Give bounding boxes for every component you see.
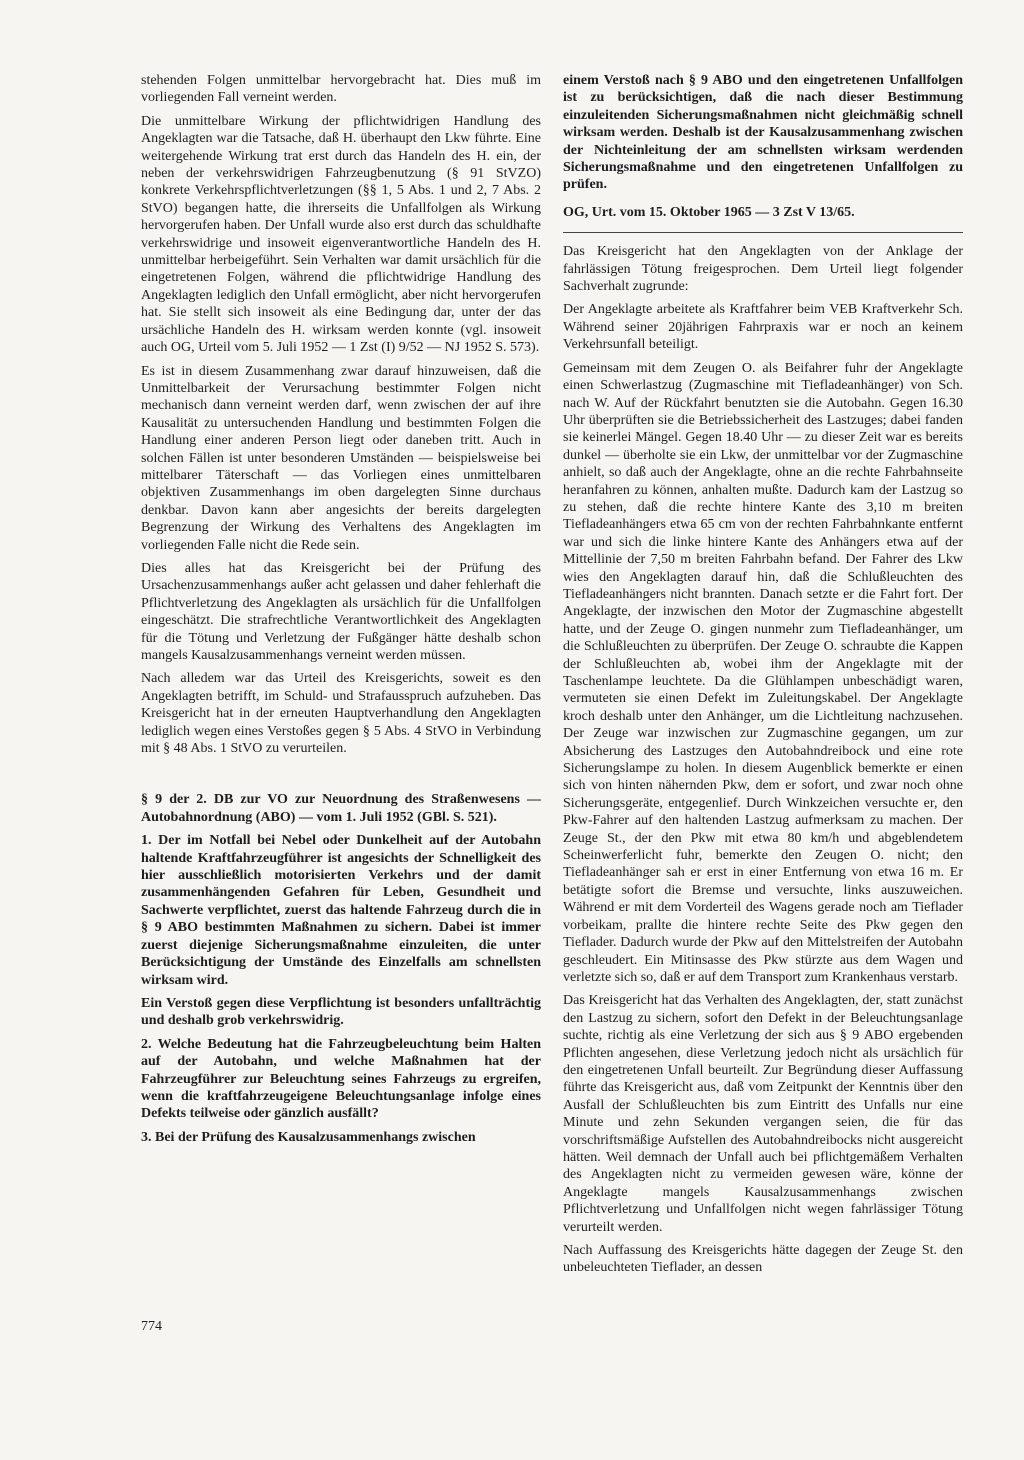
paragraph: Der Angeklagte arbeitete als Kraftfahrer beim VEB Kraftverkehr Sch. Während seiner 20jährigen Fahrpraxis war er noch an keinem Verkehrsunfall beteiligt. <box>563 302 963 353</box>
paragraph: Nach Auffassung des Kreisgerichts hätte dagegen der Zeuge St. den unbeleuchteten Tieflader, an dessen <box>563 1243 963 1276</box>
paragraph: Nach alledem war das Urteil des Kreisgerichts, soweit es den Angeklagten betrifft, im Schuld- und Strafausspruch aufzuheben. Das Kreisgericht hat in der erneuten Hauptverhandlung den Angeklagten lediglich wegen eines Verstoßes gegen § 5 Abs. 4 StVO in Verbindung mit § 48 Abs. 1 StVO zu verurteilen. <box>141 671 541 757</box>
paragraph: Die unmittelbare Wirkung der pflichtwidrigen Handlung des Angeklagten war die Tatsache, daß H. überhaupt den Lkw führte. Eine weitergehende Wirkung trat erst durch das Handeln des H. ein, der neben der verkehrswidrigen Fahrzeugbenutzung (§ 91 StVZO) konkrete Verkehrspflichtverletzungen (§§ 1, 5 Abs. 1 und 2, 7 Abs. 2 StVO) begangen hatte, die ihrerseits die Unfallfolgen als Wirkung hervorgerufen haben. Der Unfall wurde also erst durch das schuldhafte verkehrswidrige und insoweit eigenverantwortliche Handeln des H. unmittelbar herbeigeführt. Sein Verhalten war damit ursächlich für die eingetretenen Folgen, während die pflichtwidrige Handlung des Angeklagten lediglich den Unfall ermöglicht, aber nicht hervorgerufen hat. Sie stellt sich insoweit als eine Bedingung dar, unter der das ursächliche Handeln des H. wirksam werden konnte (vgl. insoweit auch OG, Urteil vom 5. Juli 1952 — 1 Zst (I) 9/52 — NJ 1952 S. 573). <box>141 113 541 356</box>
headnote-2: 2. Welche Bedeutung hat die Fahrzeugbeleuchtung beim Halten auf der Autobahn, und welche Maßnahmen hat der Fahrzeugführer zur Beleuchtung seines Fahrzeugs zu ergreifen, wenn die kraftfahrzeugeigene Beleuchtungsanlage infolge eines Defekts teilweise oder gänzlich ausfällt? <box>141 1036 541 1122</box>
paragraph: Gemeinsam mit dem Zeugen O. als Beifahrer fuhr der Angeklagte einen Schwerlastzug (Zugmaschine mit Tiefladeanhänger) von Sch. nach W. Auf der Rückfahrt benutzten sie die Autobahn. Gegen 16.30 Uhr überprüften sie die Betriebssicherheit des Lastzuges; dabei fanden sie keinerlei Mängel. Gegen 18.40 Uhr — zu dieser Zeit war es bereits dunkel — überholte sie ein Lkw, der unmittelbar vor der Zugmaschine anhielt, so daß auch der Angeklagte, ohne an die rechte Fahrbahnseite heranfahren zu können, anhalten mußte. Dadurch kam der Lastzug so zu stehen, daß die rechte hintere Kante des 3,10 m breiten Tiefladeanhängers etwa 65 cm von der rechten Fahrbahnkante entfernt war und sich die linke hintere Kante des Anhängers etwa auf der Mittellinie der 7,50 m breiten Fahrbahn befand. Der Fahrer des Lkw wies den Angeklagten darauf hin, daß die Schlußleuchten des Tiefladeanhängers nicht brannten. Danach setzte er die Fahrt fort. Der Angeklagte, der inzwischen den Motor der Zugmaschine abgestellt hatte, und der Zeuge O. gingen nunmehr zum Tiefladeanhänger, um die Schlußleuchten zu überprüfen. Der Zeuge O. schraubte die Kappen der Schlußleuchten ab, wobei ihm der Angeklagte mit der Taschenlampe leuchtete. Da die Glühlampen unbeschädigt waren, vermuteten sie einen Defekt im Zuleitungskabel. Der Angeklagte kroch deshalb unter den Anhänger, um die Lichtleitung nachzusehen. Der Zeuge war inzwischen zur Zugmaschine gegangen, um zur Absicherung des Lastzuges den Autobahndreibock und eine rote Sicherungslampe zu holen. In diesem Augenblick bemerkte er einen sich von hinten nähernden Pkw, dem er sofort, und zwar noch ohne Sicherungsgeräte, entgegenlief. Durch Winkzeichen versuchte er, den Pkw-Fahrer auf den haltenden Lastzug aufmerksam zu machen. Der Zeuge St., der den Pkw mit etwa 80 km/h und abgeblendetem Scheinwerferlicht fuhr, bemerkte den Zeugen O. nicht; den Tiefladeanhänger sah er erst in einer Entfernung von etwa 16 m. Er betätigte sofort die Bremse und versuchte, links auszuweichen. Während er mit dem Vorderteil des Wagens gerade noch am Tieflader vorbeikam, prallte die hintere rechte Seite des Pkw gegen den Tieflader. Dadurch wurde der Pkw auf den Mittelstreifen der Autobahn geschleudert. Ein Mitinsasse des Pkw stürzte aus dem Wagen und verletzte sich so, daß er auf dem Transport zum Krankenhaus verstarb. <box>563 360 963 985</box>
court-reference: OG, Urt. vom 15. Oktober 1965 — 3 Zst V 13/65. <box>563 204 855 220</box>
headnote-3: 3. Bei der Prüfung des Kausalzusammenhangs zwischen <box>141 1129 476 1145</box>
headnote-3-cont: einem Verstoß nach § 9 ABO und den eingetretenen Unfallfolgen ist zu berücksichtigen, daß die nach dieser Bestimmung einzuleitenden Sicherungsmaßnahmen nicht gleichmäßig schnell wirksam werden. Deshalb ist der Kausalzusammenhang zwischen der Nichteinleitung der am schnellsten wirksam werdenden Sicherungsmaßnahme und den eingetretenen Unfallfolgen zu prüfen. <box>563 73 963 193</box>
paragraph: stehenden Folgen unmittelbar hervorgebracht hat. Dies muß im vorliegenden Fall verneint werden. <box>141 73 541 106</box>
paragraph: Das Kreisgericht hat das Verhalten des Angeklagten, der, statt zunächst den Lastzug zu sichern, sofort den Defekt in der Beleuchtungsanlage suchte, richtig als eine Verletzung der sich aus § 9 ABO ergebenden Pflichten angesehen, diese Verletzung jedoch nicht als ursächlich für den eingetretenen Unfall beurteilt. Zur Begründung dieser Auffassung führte das Kreisgericht aus, daß vom Zeitpunkt der Kenntnis über den Ausfall der Schlußleuchten bis zum Eintritt des Unfalls nur eine Minute und zehn Sekunden vergangen seien, die für das vorschriftsmäßige Aufstellen des Autobahndreibocks nicht ausgereicht hätten. Weil demnach der Unfall auch bei pflichtgemäßem Verhalten des Angeklagten nicht zu vermeiden gewesen wäre, könne der Angeklagte mangels Kausalzusammenhangs zwischen Pflichtverletzung und Unfallfolgen nicht wegen fahrlässiger Tötung verurteilt werden. <box>563 993 963 1235</box>
paragraph: Das Kreisgericht hat den Angeklagten von der Anklage der fahrlässigen Tötung freigesprochen. Dem Urteil liegt folgender Sachverhalt zugrunde: <box>563 244 963 295</box>
headnote-1-cont: Ein Verstoß gegen diese Verpflichtung ist besonders unfallträchtig und deshalb grob verkehrswidrig. <box>141 995 541 1029</box>
paragraph: Es ist in diesem Zusammenhang zwar darauf hinzuweisen, daß die Unmittelbarkeit der Verursachung bestimmter Folgen nicht mechanisch dann verneint werden darf, wenn zwischen der auf ihre Kausalität zu untersuchenden Handlung und bestimmten Folgen die Handlung einer anderen Person liegt oder daneben tritt. Auch in solchen Fällen ist unter besonderen Umständen — beispielsweise bei mittelbarer Täterschaft — das Vorliegen eines unmittelbaren objektiven Zusammenhangs im oben dargelegten Sinne durchaus denkbar. Davon kann aber angesichts der bereits dargelegten Begrenzung der Wirkung des Verhaltens des Angeklagten im vorliegenden Falle nicht die Rede sein. <box>141 363 541 553</box>
right-column <box>563 72 963 1283</box>
paragraph: Dies alles hat das Kreisgericht bei der Prüfung des Ursachenzusammenhangs außer acht gelassen und daher fehlerhaft die Pflichtverletzung des Angeklagten als ursächlich für die Unfallfolgen eingeschätzt. Die strafrechtliche Verantwortlichkeit des Angeklagten für die Tötung und Verletzung der Fußgänger hätte deshalb schon mangels Kausalzusammenhangs verneint werden müssen. <box>141 560 541 663</box>
divider <box>563 232 963 233</box>
page-number: 774 <box>141 1319 162 1334</box>
headnote-1: 1. Der im Notfall bei Nebel oder Dunkelheit auf der Autobahn haltende Kraftfahrzeugführer ist angesichts der Schnelligkeit des hier ausschließlich motorisierten Verkehrs und der damit zusammenhängenden Gefahren für Leben, Gesundheit und Sachwerte verpflichtet, zuerst das haltende Fahrzeug durch die in § 9 ABO bestimmten Maßnahmen zu sichern. Dabei ist immer zuerst diejenige Sicherungsmaßnahme einzuleiten, die unter Berücksichtigung der Umstände des Einzelfalls am schnellsten wirksam wird. <box>141 833 541 988</box>
statute-heading: § 9 der 2. DB zur VO zur Neuordnung des Straßenwesens — Autobahnordnung (ABO) — vom 1. Juli 1952 (GBl. S. 521). <box>141 792 541 825</box>
left-column <box>141 72 541 1152</box>
